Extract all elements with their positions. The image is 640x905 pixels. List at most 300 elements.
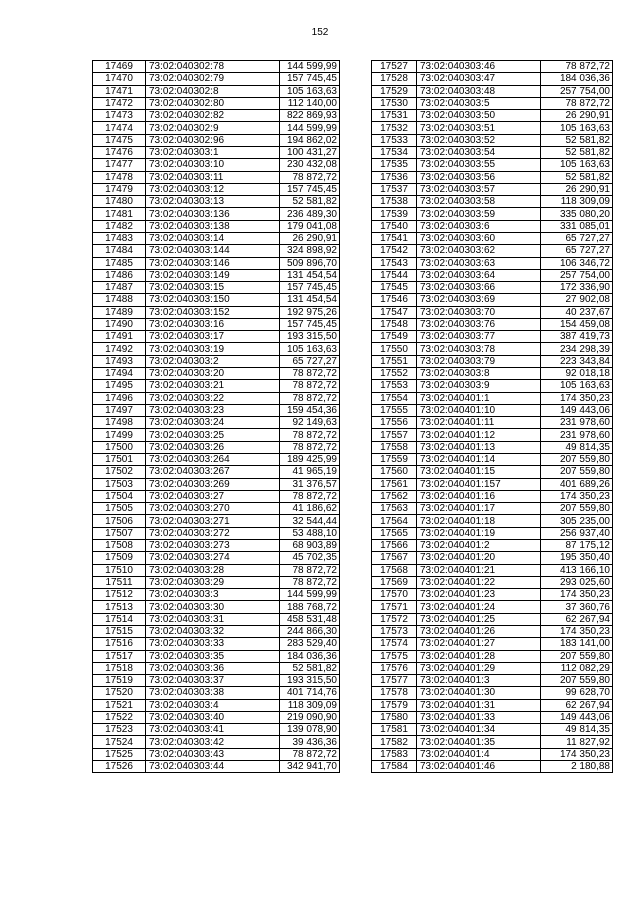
cadastral-number-cell: 73:02:040303:138 [146, 220, 280, 232]
cadastral-number-cell: 73:02:040401:22 [417, 576, 541, 588]
cadastral-number-cell: 73:02:040303:136 [146, 208, 280, 220]
row-number-cell: 17513 [93, 601, 146, 613]
table-row [93, 675, 340, 687]
cadastral-number-cell: 73:02:040303:21 [146, 380, 280, 392]
row-number-cell: 17478 [93, 171, 146, 183]
table-row [372, 650, 613, 662]
row-number-cell: 17575 [372, 650, 417, 662]
cadastral-number-cell: 73:02:040401:17 [417, 503, 541, 515]
value-cell: 207 559,80 [541, 675, 613, 687]
row-number-cell: 17568 [372, 564, 417, 576]
row-number-cell: 17540 [372, 220, 417, 232]
row-number-cell: 17522 [93, 711, 146, 723]
right-register-table [371, 60, 613, 773]
cadastral-number-cell: 73:02:040302:8 [146, 85, 280, 97]
row-number-cell: 17554 [372, 392, 417, 404]
value-cell: 234 298,39 [541, 343, 613, 355]
value-cell: 65 727,27 [541, 232, 613, 244]
page-number: 152 [311, 27, 329, 38]
cadastral-number-cell: 73:02:040303:28 [146, 564, 280, 576]
table-row [93, 208, 340, 220]
row-number-cell: 17509 [93, 552, 146, 564]
row-number-cell: 17542 [372, 245, 417, 257]
left-register-table [92, 60, 340, 773]
row-number-cell: 17515 [93, 625, 146, 637]
row-number-cell: 17555 [372, 404, 417, 416]
table-row [93, 73, 340, 85]
value-cell: 37 360,76 [541, 601, 613, 613]
cadastral-number-cell: 73:02:040303:70 [417, 306, 541, 318]
cadastral-number-cell: 73:02:040303:43 [146, 748, 280, 760]
value-cell: 39 436,36 [280, 736, 340, 748]
row-number-cell: 17579 [372, 699, 417, 711]
row-number-cell: 17528 [372, 73, 417, 85]
value-cell: 2 180,88 [541, 761, 613, 773]
row-number-cell: 17553 [372, 380, 417, 392]
row-number-cell: 17537 [372, 183, 417, 195]
value-cell: 157 745,45 [280, 183, 340, 195]
cadastral-number-cell: 73:02:040401:26 [417, 625, 541, 637]
value-cell: 52 581,82 [280, 662, 340, 674]
row-number-cell: 17533 [372, 134, 417, 146]
cadastral-number-cell: 73:02:040303:9 [417, 380, 541, 392]
cadastral-number-cell: 73:02:040303:69 [417, 294, 541, 306]
cadastral-number-cell: 73:02:040401:3 [417, 675, 541, 687]
row-number-cell: 17559 [372, 454, 417, 466]
value-cell: 52 581,82 [541, 134, 613, 146]
cadastral-number-cell: 73:02:040303:31 [146, 613, 280, 625]
table-row [93, 724, 340, 736]
cadastral-number-cell: 73:02:040401:12 [417, 429, 541, 441]
row-number-cell: 17470 [93, 73, 146, 85]
table-row [93, 589, 340, 601]
row-number-cell: 17581 [372, 724, 417, 736]
row-number-cell: 17546 [372, 294, 417, 306]
row-number-cell: 17506 [93, 515, 146, 527]
table-row [372, 724, 613, 736]
table-row [372, 576, 613, 588]
cadastral-number-cell: 73:02:040401:21 [417, 564, 541, 576]
table-row [372, 503, 613, 515]
cadastral-number-cell: 73:02:040401:157 [417, 478, 541, 490]
cadastral-number-cell: 73:02:040303:41 [146, 724, 280, 736]
row-number-cell: 17500 [93, 441, 146, 453]
table-row [93, 454, 340, 466]
value-cell: 174 350,23 [541, 589, 613, 601]
value-cell: 65 727,27 [280, 355, 340, 367]
table-row [372, 613, 613, 625]
row-number-cell: 17496 [93, 392, 146, 404]
table-row [372, 638, 613, 650]
cadastral-number-cell: 73:02:040303:3 [146, 589, 280, 601]
cadastral-number-cell: 73:02:040303:2 [146, 355, 280, 367]
value-cell: 184 036,36 [280, 650, 340, 662]
table-row [93, 232, 340, 244]
row-number-cell: 17566 [372, 539, 417, 551]
cadastral-number-cell: 73:02:040303:42 [146, 736, 280, 748]
table-row [372, 368, 613, 380]
value-cell: 105 163,63 [541, 122, 613, 134]
row-number-cell: 17563 [372, 503, 417, 515]
row-number-cell: 17507 [93, 527, 146, 539]
row-number-cell: 17564 [372, 515, 417, 527]
value-cell: 283 529,40 [280, 638, 340, 650]
table-row [372, 380, 613, 392]
row-number-cell: 17565 [372, 527, 417, 539]
cadastral-number-cell: 73:02:040303:62 [417, 245, 541, 257]
table-row [93, 368, 340, 380]
cadastral-number-cell: 73:02:040401:30 [417, 687, 541, 699]
row-number-cell: 17510 [93, 564, 146, 576]
table-row [372, 527, 613, 539]
value-cell: 184 036,36 [541, 73, 613, 85]
row-number-cell: 17495 [93, 380, 146, 392]
table-row [93, 711, 340, 723]
value-cell: 139 078,90 [280, 724, 340, 736]
row-number-cell: 17497 [93, 404, 146, 416]
cadastral-number-cell: 73:02:040401:20 [417, 552, 541, 564]
table-row [372, 675, 613, 687]
table-row [372, 282, 613, 294]
cadastral-number-cell: 73:02:040303:149 [146, 269, 280, 281]
table-row [93, 515, 340, 527]
value-cell: 41 186,62 [280, 503, 340, 515]
cadastral-number-cell: 73:02:040303:19 [146, 343, 280, 355]
value-cell: 118 309,09 [280, 699, 340, 711]
row-number-cell: 17476 [93, 146, 146, 158]
row-number-cell: 17532 [372, 122, 417, 134]
row-number-cell: 17472 [93, 97, 146, 109]
value-cell: 223 343,84 [541, 355, 613, 367]
row-number-cell: 17493 [93, 355, 146, 367]
value-cell: 192 975,26 [280, 306, 340, 318]
table-row [372, 478, 613, 490]
cadastral-number-cell: 73:02:040302:78 [146, 61, 280, 73]
cadastral-number-cell: 73:02:040303:56 [417, 171, 541, 183]
table-row [93, 294, 340, 306]
value-cell: 324 898,92 [280, 245, 340, 257]
value-cell: 822 869,93 [280, 110, 340, 122]
row-number-cell: 17479 [93, 183, 146, 195]
cadastral-number-cell: 73:02:040303:270 [146, 503, 280, 515]
cadastral-number-cell: 73:02:040401:33 [417, 711, 541, 723]
cadastral-number-cell: 73:02:040303:4 [146, 699, 280, 711]
cadastral-number-cell: 73:02:040303:271 [146, 515, 280, 527]
row-number-cell: 17483 [93, 232, 146, 244]
row-number-cell: 17524 [93, 736, 146, 748]
row-number-cell: 17534 [372, 146, 417, 158]
table-row [93, 687, 340, 699]
row-number-cell: 17525 [93, 748, 146, 760]
cadastral-number-cell: 73:02:040303:20 [146, 368, 280, 380]
row-number-cell: 17491 [93, 331, 146, 343]
cadastral-number-cell: 73:02:040303:27 [146, 490, 280, 502]
cadastral-number-cell: 73:02:040303:30 [146, 601, 280, 613]
row-number-cell: 17539 [372, 208, 417, 220]
value-cell: 78 872,72 [280, 171, 340, 183]
row-number-cell: 17544 [372, 269, 417, 281]
row-number-cell: 17486 [93, 269, 146, 281]
value-cell: 183 141,00 [541, 638, 613, 650]
cadastral-number-cell: 73:02:040401:34 [417, 724, 541, 736]
table-row [372, 539, 613, 551]
table-row [372, 146, 613, 158]
row-number-cell: 17488 [93, 294, 146, 306]
table-row [372, 294, 613, 306]
table-row [372, 417, 613, 429]
row-number-cell: 17571 [372, 601, 417, 613]
cadastral-number-cell: 73:02:040401:11 [417, 417, 541, 429]
table-row [372, 748, 613, 760]
value-cell: 52 581,82 [541, 171, 613, 183]
value-cell: 78 872,72 [280, 564, 340, 576]
cadastral-number-cell: 73:02:040401:19 [417, 527, 541, 539]
cadastral-number-cell: 73:02:040303:32 [146, 625, 280, 637]
row-number-cell: 17577 [372, 675, 417, 687]
value-cell: 157 745,45 [280, 73, 340, 85]
table-row [372, 171, 613, 183]
value-cell: 27 902,08 [541, 294, 613, 306]
value-cell: 195 350,40 [541, 552, 613, 564]
row-number-cell: 17549 [372, 331, 417, 343]
cadastral-number-cell: 73:02:040401:14 [417, 454, 541, 466]
table-row [372, 711, 613, 723]
cadastral-number-cell: 73:02:040401:10 [417, 404, 541, 416]
cadastral-number-cell: 73:02:040303:37 [146, 675, 280, 687]
value-cell: 78 872,72 [280, 748, 340, 760]
table-row [93, 552, 340, 564]
value-cell: 244 866,30 [280, 625, 340, 637]
table-row [372, 761, 613, 773]
row-number-cell: 17517 [93, 650, 146, 662]
table-row [93, 183, 340, 195]
row-number-cell: 17552 [372, 368, 417, 380]
value-cell: 78 872,72 [280, 429, 340, 441]
row-number-cell: 17516 [93, 638, 146, 650]
value-cell: 144 599,99 [280, 122, 340, 134]
value-cell: 78 872,72 [541, 61, 613, 73]
cadastral-number-cell: 73:02:040401:23 [417, 589, 541, 601]
table-row [372, 73, 613, 85]
table-row [372, 122, 613, 134]
table-row [93, 306, 340, 318]
cadastral-number-cell: 73:02:040303:66 [417, 282, 541, 294]
value-cell: 62 267,94 [541, 613, 613, 625]
value-cell: 219 090,90 [280, 711, 340, 723]
table-row [93, 564, 340, 576]
table-row [372, 134, 613, 146]
value-cell: 49 814,35 [541, 441, 613, 453]
row-number-cell: 17498 [93, 417, 146, 429]
value-cell: 144 599,99 [280, 61, 340, 73]
cadastral-number-cell: 73:02:040303:54 [417, 146, 541, 158]
table-row [93, 441, 340, 453]
value-cell: 112 082,29 [541, 662, 613, 674]
row-number-cell: 17505 [93, 503, 146, 515]
value-cell: 78 872,72 [541, 97, 613, 109]
cadastral-number-cell: 73:02:040303:79 [417, 355, 541, 367]
table-row [93, 171, 340, 183]
cadastral-number-cell: 73:02:040401:2 [417, 539, 541, 551]
row-number-cell: 17535 [372, 159, 417, 171]
table-row [372, 110, 613, 122]
row-number-cell: 17541 [372, 232, 417, 244]
table-row [93, 478, 340, 490]
row-number-cell: 17583 [372, 748, 417, 760]
table-row [372, 196, 613, 208]
cadastral-number-cell: 73:02:040303:35 [146, 650, 280, 662]
value-cell: 78 872,72 [280, 380, 340, 392]
cadastral-number-cell: 73:02:040303:10 [146, 159, 280, 171]
value-cell: 41 965,19 [280, 466, 340, 478]
row-number-cell: 17523 [93, 724, 146, 736]
cadastral-number-cell: 73:02:040303:267 [146, 466, 280, 478]
value-cell: 106 346,72 [541, 257, 613, 269]
table-row [93, 625, 340, 637]
value-cell: 189 425,99 [280, 454, 340, 466]
table-row [93, 159, 340, 171]
cadastral-number-cell: 73:02:040303:50 [417, 110, 541, 122]
value-cell: 257 754,00 [541, 85, 613, 97]
table-row [372, 183, 613, 195]
table-row [372, 466, 613, 478]
cadastral-number-cell: 73:02:040401:29 [417, 662, 541, 674]
table-row [372, 61, 613, 73]
value-cell: 149 443,06 [541, 711, 613, 723]
cadastral-number-cell: 73:02:040401:25 [417, 613, 541, 625]
value-cell: 159 454,36 [280, 404, 340, 416]
cadastral-number-cell: 73:02:040303:36 [146, 662, 280, 674]
value-cell: 174 350,23 [541, 490, 613, 502]
row-number-cell: 17578 [372, 687, 417, 699]
row-number-cell: 17550 [372, 343, 417, 355]
cadastral-number-cell: 73:02:040303:38 [146, 687, 280, 699]
cadastral-number-cell: 73:02:040303:51 [417, 122, 541, 134]
value-cell: 62 267,94 [541, 699, 613, 711]
value-cell: 92 149,63 [280, 417, 340, 429]
table-row [93, 220, 340, 232]
table-row [372, 662, 613, 674]
table-row [372, 220, 613, 232]
row-number-cell: 17562 [372, 490, 417, 502]
value-cell: 401 714,76 [280, 687, 340, 699]
value-cell: 293 025,60 [541, 576, 613, 588]
table-row [372, 306, 613, 318]
cadastral-number-cell: 73:02:040303:17 [146, 331, 280, 343]
value-cell: 31 376,57 [280, 478, 340, 490]
row-number-cell: 17557 [372, 429, 417, 441]
value-cell: 40 237,67 [541, 306, 613, 318]
table-row [372, 454, 613, 466]
table-row [93, 736, 340, 748]
value-cell: 331 085,01 [541, 220, 613, 232]
cadastral-number-cell: 73:02:040303:274 [146, 552, 280, 564]
table-row [372, 601, 613, 613]
row-number-cell: 17543 [372, 257, 417, 269]
cadastral-number-cell: 73:02:040303:57 [417, 183, 541, 195]
table-row [93, 417, 340, 429]
cadastral-number-cell: 73:02:040303:25 [146, 429, 280, 441]
row-number-cell: 17482 [93, 220, 146, 232]
value-cell: 26 290,91 [541, 183, 613, 195]
value-cell: 207 559,80 [541, 454, 613, 466]
table-row [93, 404, 340, 416]
row-number-cell: 17580 [372, 711, 417, 723]
cadastral-number-cell: 73:02:040303:40 [146, 711, 280, 723]
row-number-cell: 17501 [93, 454, 146, 466]
cadastral-number-cell: 73:02:040401:35 [417, 736, 541, 748]
cadastral-number-cell: 73:02:040303:26 [146, 441, 280, 453]
row-number-cell: 17490 [93, 318, 146, 330]
cadastral-number-cell: 73:02:040303:47 [417, 73, 541, 85]
cadastral-number-cell: 73:02:040401:1 [417, 392, 541, 404]
value-cell: 236 489,30 [280, 208, 340, 220]
value-cell: 257 754,00 [541, 269, 613, 281]
table-row [93, 343, 340, 355]
value-cell: 65 727,27 [541, 245, 613, 257]
table-row [93, 503, 340, 515]
value-cell: 32 544,44 [280, 515, 340, 527]
table-row [93, 269, 340, 281]
cadastral-number-cell: 73:02:040303:60 [417, 232, 541, 244]
table-row [93, 490, 340, 502]
table-row [93, 97, 340, 109]
row-number-cell: 17469 [93, 61, 146, 73]
value-cell: 78 872,72 [280, 368, 340, 380]
table-row [93, 282, 340, 294]
table-row [372, 404, 613, 416]
table-row [93, 466, 340, 478]
row-number-cell: 17480 [93, 196, 146, 208]
table-row [372, 687, 613, 699]
value-cell: 188 768,72 [280, 601, 340, 613]
value-cell: 174 350,23 [541, 625, 613, 637]
table-row [372, 625, 613, 637]
row-number-cell: 17573 [372, 625, 417, 637]
row-number-cell: 17503 [93, 478, 146, 490]
value-cell: 154 459,08 [541, 318, 613, 330]
value-cell: 231 978,60 [541, 429, 613, 441]
cadastral-number-cell: 73:02:040303:58 [417, 196, 541, 208]
value-cell: 193 315,50 [280, 331, 340, 343]
cadastral-number-cell: 73:02:040303:144 [146, 245, 280, 257]
row-number-cell: 17489 [93, 306, 146, 318]
value-cell: 231 978,60 [541, 417, 613, 429]
cadastral-number-cell: 73:02:040303:63 [417, 257, 541, 269]
table-row [93, 122, 340, 134]
cadastral-number-cell: 73:02:040303:23 [146, 404, 280, 416]
value-cell: 87 175,12 [541, 539, 613, 551]
row-number-cell: 17484 [93, 245, 146, 257]
value-cell: 194 862,02 [280, 134, 340, 146]
row-number-cell: 17569 [372, 576, 417, 588]
cadastral-number-cell: 73:02:040303:146 [146, 257, 280, 269]
table-row [93, 110, 340, 122]
row-number-cell: 17547 [372, 306, 417, 318]
row-number-cell: 17556 [372, 417, 417, 429]
row-number-cell: 17529 [372, 85, 417, 97]
row-number-cell: 17475 [93, 134, 146, 146]
cadastral-number-cell: 73:02:040303:64 [417, 269, 541, 281]
cadastral-number-cell: 73:02:040303:24 [146, 417, 280, 429]
cadastral-number-cell: 73:02:040303:46 [417, 61, 541, 73]
value-cell: 509 896,70 [280, 257, 340, 269]
value-cell: 52 581,82 [280, 196, 340, 208]
table-row [93, 601, 340, 613]
value-cell: 100 431,27 [280, 146, 340, 158]
table-row [93, 318, 340, 330]
table-row [93, 245, 340, 257]
